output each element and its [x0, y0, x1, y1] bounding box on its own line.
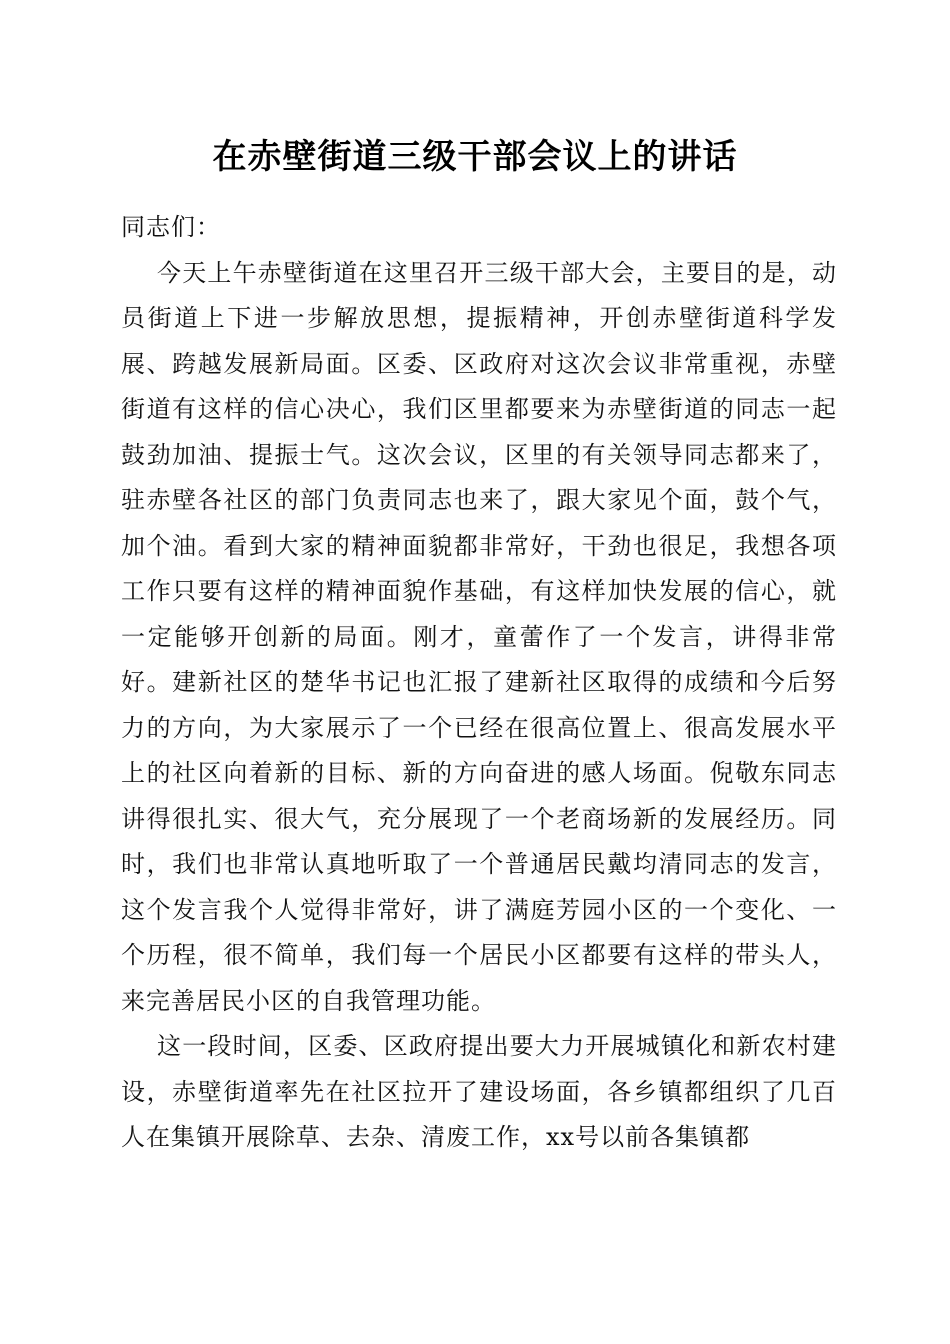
salutation: 同志们：	[121, 213, 221, 241]
paragraph-2: 这一段时间，区委、区政府提出要大力开展城镇化和新农村建设，赤壁街道率先在社区拉开了建设场面，各乡镇都组织了几百人在集镇开展除草、去杂、清废工作，xx号以前各集镇都	[121, 1032, 837, 1151]
paragraph-1: 今天上午赤壁街道在这里召开三级干部大会，主要目的是，动员街道上下进一步解放思想，提振精神，开创赤壁街道科学发展、跨越发展新局面。区委、区政府对这次会议非常重视，赤壁街道有这样的信心决心，我们区里都要来为赤壁街道的同志一起鼓劲加油、提振士气。这次会议，区里的有关领导同志都来了，驻赤壁各社区的部门负责同志也来了，跟大家见个面，鼓个气，加个油。看到大家的精神面貌都非常好，干劲也很足，我想各项工作只要有这样的精神面貌作基础，有这样加快发展的信心，就一定能够开创新的局面。刚才，童蕾作了一个发言，讲得非常好。建新社区的楚华书记也汇报了建新社区取得的成绩和今后努力的方向，为大家展示了一个已经在很高位置上、很高发展水平上的社区向着新的目标、新的方向奋进的感人场面。倪敬东同志讲得很扎实、很大气，充分展现了一个老商场新的发展经历。同时，我们也非常认真地听取了一个普通居民戴均清同志的发言，这个发言我个人觉得非常好，讲了满庭芳园小区的一个变化、一个历程，很不简单，我们每一个居民小区都要有这样的带头人，来完善居民小区的自我管理功能。	[121, 258, 837, 1015]
document-title: 在赤壁街道三级干部会议上的讲话	[212, 137, 738, 177]
document-body	[121, 205, 837, 1161]
